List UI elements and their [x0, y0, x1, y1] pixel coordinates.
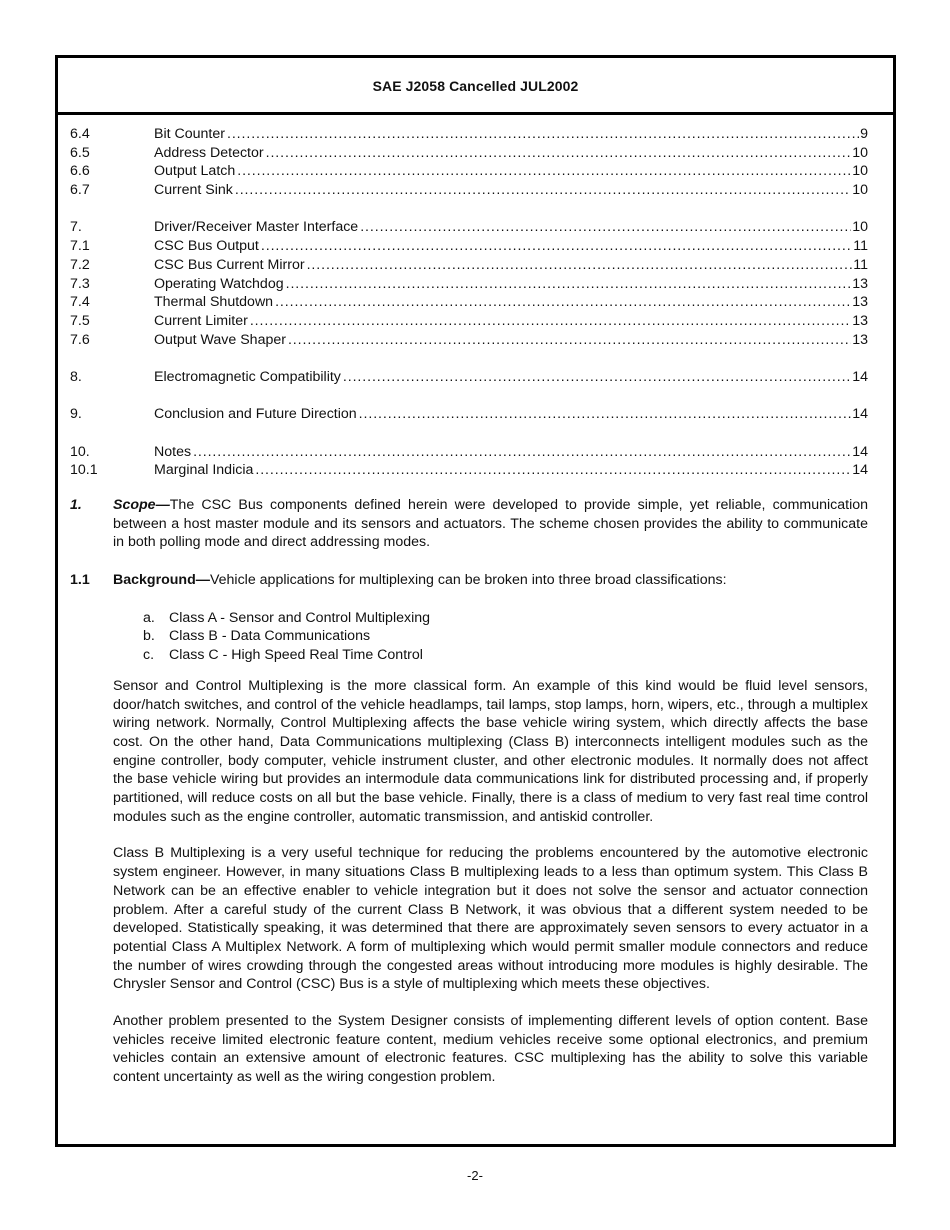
section-number: 1. — [70, 497, 82, 513]
toc-entry-title: Current Limiter — [154, 312, 248, 329]
toc-entry-page: 9 — [860, 126, 868, 142]
toc-dot-leader — [275, 293, 851, 312]
toc-entry-title: Output Latch — [154, 163, 236, 180]
section-text: The CSC Bus components defined herein were developed to provide simple, yet reliable, communication between a host master module and its sensors and actuators. The scheme chosen provides the ability to communicate in both polling mode and direct addressing modes. — [113, 497, 868, 551]
toc-spacer — [70, 349, 868, 368]
toc-entry-number: 7.1 — [70, 238, 90, 255]
page-number: -2- — [467, 1168, 483, 1183]
toc-entry-number: 9. — [70, 406, 82, 423]
toc-dot-leader — [360, 218, 851, 237]
toc-entry-title: Address Detector — [154, 144, 264, 161]
toc-dot-leader — [255, 461, 851, 480]
section-scope — [70, 496, 868, 552]
toc-entry-number: 7.5 — [70, 312, 90, 329]
toc-entry-title: CSC Bus Output — [154, 238, 259, 255]
toc-entry-page: 13 — [852, 275, 868, 292]
toc-entry-page: 13 — [852, 312, 868, 329]
toc-entry-title: Bit Counter — [154, 126, 225, 142]
toc-entry-title: CSC Bus Current Mirror — [154, 256, 305, 273]
toc-entry-page: 10 — [852, 182, 868, 199]
toc-dot-leader — [250, 312, 851, 331]
toc-entry-page: 10 — [852, 219, 868, 236]
toc-dot-leader — [288, 331, 851, 350]
toc-dot-leader — [235, 181, 851, 200]
toc-entry-title: Marginal Indicia — [154, 462, 254, 479]
toc-entry[interactable] — [70, 312, 868, 331]
section-text: Vehicle applications for multiplexing can be broken into three broad classifications: — [209, 572, 727, 588]
toc-entry-title: Driver/Receiver Master Interface — [154, 219, 359, 236]
toc-entry[interactable] — [70, 237, 868, 256]
toc-dot-leader — [343, 368, 851, 387]
paragraph: Sensor and Control Multiplexing is the more classical form. An example of this kind would be fluid level sensors, door/hatch switches, and control of the vehicle headlamps, tail lamps, stop lamps, horn, wipers, etc., through a multiplex wiring network. Normally, Control Multiplexing affects the base vehicle wiring system, which directly affects the base cost. On the other hand, Data Communications multiplexing (Class B) interconnects intelligent modules such as the engine controller, body computer, vehicle instrument cluster, and other electronic modules. It normally does not affect the base vehicle wiring but provides an intermodule data communications link for distributed processing and, if properly partitioned, will reduce costs on all but the base vehicle. Finally, there is a class of medium to very fast real time control modules such as the engine controller, automatic transmission, and antiskid controller. — [113, 677, 868, 825]
section-title: Scope— — [113, 497, 170, 513]
toc-entry-page: 14 — [852, 406, 868, 423]
toc-dot-leader — [307, 256, 853, 275]
toc-entry-page: 11 — [853, 256, 868, 273]
table-of-contents — [70, 125, 868, 480]
toc-dot-leader — [359, 405, 852, 424]
toc-entry-page: 14 — [852, 443, 868, 460]
paragraph: Class B Multiplexing is a very useful technique for reducing the problems encountered by the automotive electronic system engineer. However, in many situations Class B multiplexing leads to a less than optimum system. This Class B Network can be an effective enabler to vehicle integration but it does not solve the sensor and actuator connection problem. After a careful study of the current Class B Network, it was obvious that a different system needed to be developed. Statistically speaking, it was determined that there are approximately seven sensors to every actuator in a potential Class A Multiplex Network. A form of multiplexing which would permit smaller module connectors and reduce the number of wires crowding through the congested areas without introducing more modules is highly desirable. The Chrysler Sensor and Control (CSC) Bus is a style of multiplexing which meets these objectives. — [113, 845, 868, 993]
toc-dot-leader — [193, 443, 851, 462]
toc-spacer — [70, 387, 868, 406]
list-item-text: Class A - Sensor and Control Multiplexing — [169, 609, 431, 626]
section-body — [113, 496, 868, 552]
toc-entry-page: 14 — [852, 462, 868, 479]
toc-entry-title: Electromagnetic Compatibility — [154, 368, 341, 385]
toc-entry-number: 10.1 — [70, 462, 98, 479]
toc-entry-title: Current Sink — [154, 182, 233, 199]
document-header — [58, 58, 893, 115]
toc-entry[interactable] — [70, 181, 868, 200]
toc-entry-number: 6.5 — [70, 144, 90, 161]
list-item — [143, 609, 868, 628]
toc-entry[interactable] — [70, 162, 868, 181]
list-item-letter: b. — [143, 628, 155, 645]
toc-spacer — [70, 200, 868, 219]
toc-entry[interactable] — [70, 368, 868, 387]
toc-dot-leader — [266, 144, 852, 163]
toc-entry-number: 6.4 — [70, 126, 90, 142]
toc-entry-number: 7.4 — [70, 294, 90, 311]
list-item-text: Class B - Data Communications — [169, 628, 371, 645]
toc-entry-page: 11 — [853, 238, 868, 255]
toc-entry[interactable] — [70, 218, 868, 237]
toc-entry-title: Notes — [154, 443, 192, 460]
toc-entry-page: 13 — [852, 294, 868, 311]
toc-entry-number: 8. — [70, 368, 82, 385]
toc-entry[interactable] — [70, 125, 868, 144]
list-item-letter: a. — [143, 609, 155, 626]
toc-entry[interactable] — [70, 144, 868, 163]
list-item — [143, 627, 868, 646]
document-title: SAE J2058 Cancelled JUL2002 — [372, 77, 579, 94]
toc-entry-title: Operating Watchdog — [154, 275, 284, 292]
page-frame — [55, 55, 896, 1147]
toc-entry-page: 13 — [852, 331, 868, 348]
toc-dot-leader — [227, 125, 859, 144]
list-item-letter: c. — [143, 647, 155, 664]
section-background — [70, 571, 868, 1087]
toc-entry-number: 7.2 — [70, 256, 90, 273]
toc-entry-title: Thermal Shutdown — [154, 294, 274, 311]
toc-entry-title: Conclusion and Future Direction — [154, 406, 357, 423]
section-number: 1.1 — [70, 572, 90, 588]
toc-entry-number: 7.6 — [70, 331, 90, 348]
toc-entry-number: 7.3 — [70, 275, 90, 292]
toc-entry[interactable] — [70, 443, 868, 462]
toc-dot-leader — [237, 162, 851, 181]
toc-dot-leader — [261, 237, 852, 256]
toc-entry[interactable] — [70, 256, 868, 275]
toc-entry-page: 14 — [852, 368, 868, 385]
toc-entry-title: Output Wave Shaper — [154, 331, 286, 348]
toc-spacer — [70, 424, 868, 443]
toc-entry[interactable] — [70, 293, 868, 312]
section-body — [113, 571, 868, 590]
paragraph: Another problem presented to the System Designer consists of implementing different levels of option content. Base vehicles receive limited electronic feature content, medium vehicles receive some optional electronics, and premium vehicles contain an extensive amount of electronic features. CSC multiplexing has the ability to solve this variable content uncertainty as well as the wiring congestion problem. — [113, 1013, 868, 1086]
section-title: Background— — [113, 572, 210, 588]
toc-entry[interactable] — [70, 461, 868, 480]
list-item-text: Class C - High Speed Real Time Control — [169, 647, 423, 664]
toc-dot-leader — [286, 275, 852, 294]
toc-entry-page: 10 — [852, 144, 868, 161]
classification-list — [143, 609, 868, 665]
toc-entry[interactable] — [70, 405, 868, 424]
list-item — [143, 646, 868, 665]
toc-entry-number: 6.6 — [70, 163, 90, 180]
toc-entry[interactable] — [70, 275, 868, 294]
toc-entry-number: 7. — [70, 219, 82, 236]
toc-entry[interactable] — [70, 331, 868, 350]
toc-entry-number: 10. — [70, 443, 90, 460]
toc-entry-page: 10 — [852, 163, 868, 180]
toc-entry-number: 6.7 — [70, 182, 90, 199]
